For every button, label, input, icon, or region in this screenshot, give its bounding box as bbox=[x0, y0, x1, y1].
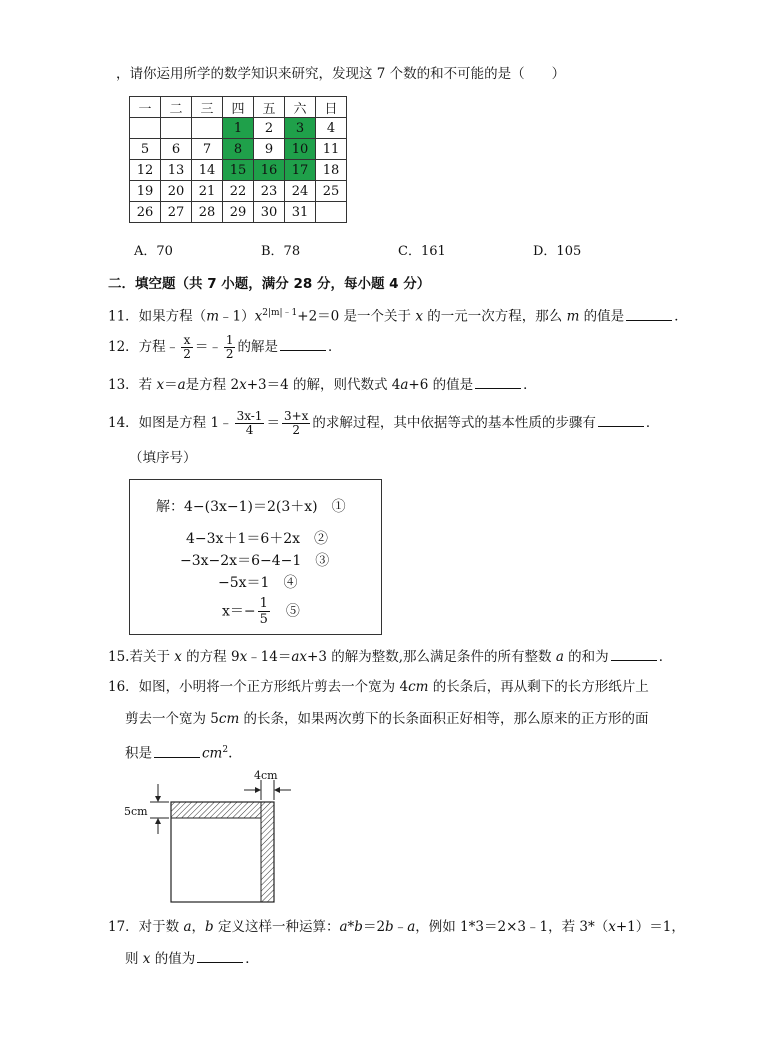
step-5: x＝− $\frac{1}{5}$ ⑤ bbox=[222, 596, 300, 627]
calendar-header-cell: 日 bbox=[316, 97, 347, 118]
calendar-cell: 4 bbox=[316, 118, 347, 139]
calendar-cell bbox=[161, 118, 192, 139]
step-3: −3x−2x＝6−4−1 ③ bbox=[180, 553, 330, 569]
q14-answer-blank[interactable] bbox=[598, 412, 644, 427]
section-heading: 二．填空题（共 7 小题，满分 28 分，每小题 4 分） bbox=[108, 276, 431, 292]
calendar-cell: 21 bbox=[192, 181, 223, 202]
step-2: 4−3x＋1＝6＋2x ② bbox=[186, 531, 329, 547]
calendar-header-cell: 五 bbox=[254, 97, 285, 118]
calendar-cell: 20 bbox=[161, 181, 192, 202]
step-4: −5x＝1 ④ bbox=[218, 575, 298, 591]
q12: 12．方程﹣ $\frac{x}{2}$ ＝﹣ $\frac{1}{2}$ 的解是 ． bbox=[108, 333, 342, 361]
q13: 13．若 x＝a是方程 2x+3＝4 的解，则代数式 4a+6 的值是 ． bbox=[108, 374, 537, 395]
calendar-cell bbox=[316, 202, 347, 223]
calendar-cell: 5 bbox=[130, 139, 161, 160]
calendar-cell: 17 bbox=[285, 160, 316, 181]
calendar-cell bbox=[130, 118, 161, 139]
calendar-cell: 3 bbox=[285, 118, 316, 139]
calendar-cell: 19 bbox=[130, 181, 161, 202]
calendar-cell: 27 bbox=[161, 202, 192, 223]
calendar-cell: 2 bbox=[254, 118, 285, 139]
calendar-cell: 1 bbox=[223, 118, 254, 139]
q15: 15.若关于 x 的方程 9x﹣14＝ax+3 的解为整数,那么满足条件的所有整数 a 的和为 ． bbox=[108, 646, 672, 667]
option-a: A．70 bbox=[134, 244, 173, 259]
q14: 14．如图是方程 1﹣ $\frac{3x-1}{4}$ ＝ $\frac{3+x}{2}$ 的求解过程，其中依据等式的基本性质的步骤有 ． bbox=[108, 409, 660, 437]
calendar-cell: 24 bbox=[285, 181, 316, 202]
q12-answer-blank[interactable] bbox=[280, 336, 326, 351]
q14-solution-box bbox=[129, 479, 382, 635]
calendar-cell: 13 bbox=[161, 160, 192, 181]
calendar-cell: 7 bbox=[192, 139, 223, 160]
calendar-cell: 25 bbox=[316, 181, 347, 202]
q17-line2: 则 x 的值为 ． bbox=[125, 948, 259, 969]
calendar-cell: 18 bbox=[316, 160, 347, 181]
q11-answer-blank[interactable] bbox=[626, 306, 672, 321]
label-5cm: 5cm bbox=[124, 805, 148, 818]
q10-intro: ，请你运用所学的数学知识来研究，发现这 7 个数的和不可能的是（ ） bbox=[116, 66, 566, 82]
calendar-cell: 26 bbox=[130, 202, 161, 223]
q17-answer-blank[interactable] bbox=[197, 948, 243, 963]
calendar-cell: 12 bbox=[130, 160, 161, 181]
calendar-cell: 29 bbox=[223, 202, 254, 223]
strip-4cm bbox=[261, 802, 274, 902]
q16-line2: 剪去一个宽为 5cm 的长条，如果两次剪下的长条面积正好相等，那么原来的正方形的面 bbox=[125, 711, 649, 727]
calendar-cell: 28 bbox=[192, 202, 223, 223]
square-paper-figure bbox=[120, 766, 300, 906]
calendar-cell: 15 bbox=[223, 160, 254, 181]
q16-line1: 16．如图，小明将一个正方形纸片剪去一个宽为 4cm 的长条后，再从剩下的长方形纸片上 bbox=[108, 679, 649, 695]
calendar-header-cell: 一 bbox=[130, 97, 161, 118]
option-d: D．105 bbox=[533, 244, 582, 259]
calendar-cell: 22 bbox=[223, 181, 254, 202]
calendar-header-cell: 四 bbox=[223, 97, 254, 118]
calendar-cell: 10 bbox=[285, 139, 316, 160]
calendar-cell: 8 bbox=[223, 139, 254, 160]
calendar-header-cell: 六 bbox=[285, 97, 316, 118]
strip-5cm bbox=[171, 802, 261, 818]
option-b: B．78 bbox=[261, 244, 301, 259]
q11: 11．如果方程$(m﹣1)x^{2|m|﹣1}+2=0$ 是一个关于 x 的一元一次方程，那么 m 的值是 ． bbox=[108, 303, 688, 327]
calendar-cell: 31 bbox=[285, 202, 316, 223]
step-1: 解：4−(3x−1)＝2(3＋x) ① bbox=[156, 499, 346, 515]
option-c: C．161 bbox=[398, 244, 446, 259]
calendar-header-cell: 二 bbox=[161, 97, 192, 118]
calendar-cell: 6 bbox=[161, 139, 192, 160]
q13-answer-blank[interactable] bbox=[475, 374, 521, 389]
label-4cm: 4cm bbox=[254, 769, 278, 782]
q15-answer-blank[interactable] bbox=[611, 646, 657, 661]
calendar-cell bbox=[192, 118, 223, 139]
calendar-header-cell: 三 bbox=[192, 97, 223, 118]
calendar-table bbox=[129, 96, 347, 223]
q17-line1: 17．对于数 a，b 定义这样一种运算：a*b＝2b﹣a，例如 1*3＝2×3﹣1，若 3*（x+1）＝1， bbox=[108, 919, 685, 935]
calendar-cell: 23 bbox=[254, 181, 285, 202]
calendar-cell: 9 bbox=[254, 139, 285, 160]
q16-answer-blank[interactable] bbox=[154, 743, 200, 758]
calendar-cell: 11 bbox=[316, 139, 347, 160]
q16-line3: 积是 $cm^2$. bbox=[125, 740, 232, 764]
calendar-cell: 30 bbox=[254, 202, 285, 223]
calendar-cell: 16 bbox=[254, 160, 285, 181]
q14-note: （填序号） bbox=[129, 450, 197, 466]
calendar-cell: 14 bbox=[192, 160, 223, 181]
